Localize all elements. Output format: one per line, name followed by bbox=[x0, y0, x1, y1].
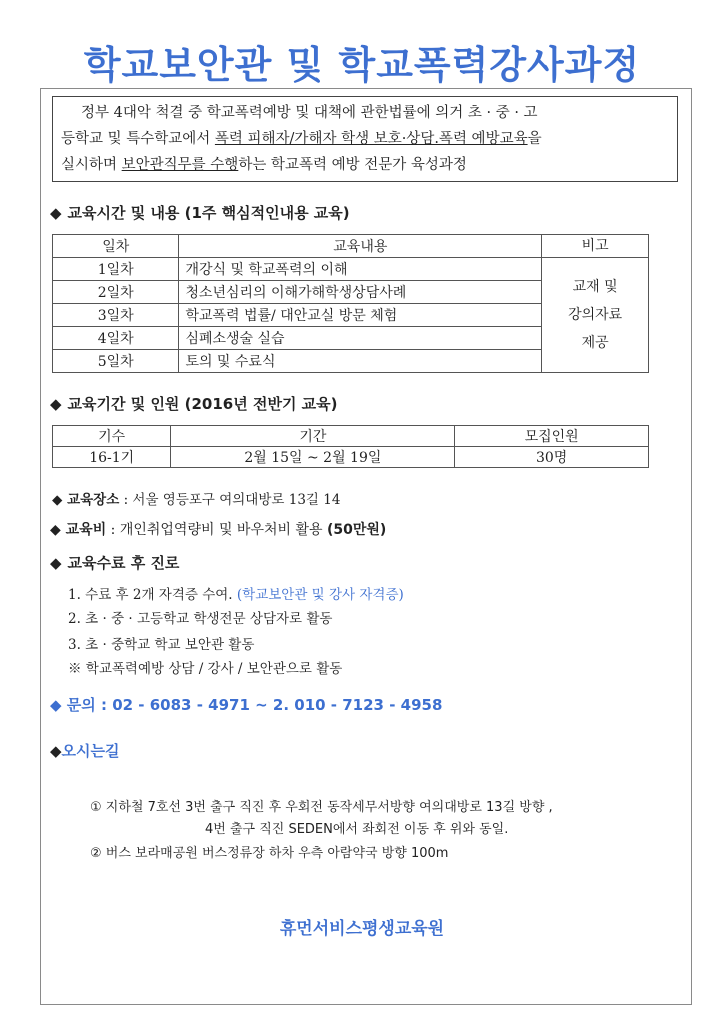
directions-heading-text: 오시는길 bbox=[61, 742, 120, 760]
career-note: ※ 학교폭력예방 상담 / 강사 / 보안관으로 활동 bbox=[68, 661, 343, 677]
contact-line bbox=[50, 694, 442, 715]
directions-item-1b: 4번 출구 직진 SEDEN에서 좌회전 이동 후 위와 동일. bbox=[205, 822, 509, 837]
directions-heading bbox=[50, 740, 120, 761]
fee-amount: (50만원) bbox=[326, 522, 387, 538]
location-line bbox=[52, 488, 340, 508]
row-content: 청소년심리의 이해가해학생상담사례 bbox=[179, 281, 542, 304]
header-capacity: 모집인원 bbox=[455, 426, 649, 447]
table-row bbox=[53, 447, 649, 468]
footer-organization: 휴먼서비스평생교육원 bbox=[279, 919, 445, 939]
intro-box bbox=[52, 96, 678, 182]
page-frame bbox=[40, 88, 692, 1005]
diamond-icon: ◆ bbox=[50, 204, 62, 222]
row-day: 3일차 bbox=[53, 304, 179, 327]
row-content: 개강식 및 학교폭력의 이해 bbox=[179, 258, 542, 281]
intro-line-2a: 등학교 및 특수학교에서 bbox=[61, 131, 215, 147]
note-line-2: 강의자료 bbox=[568, 307, 623, 323]
period-heading-text: 교육기간 및 인원 (2016년 전반기 교육) bbox=[67, 395, 338, 413]
location-value: : 서울 영등포구 여의대방로 13길 14 bbox=[123, 492, 341, 508]
diamond-icon: ◆ bbox=[50, 395, 62, 413]
career-heading-text: 교육수료 후 진로 bbox=[67, 554, 180, 572]
row-day: 1일차 bbox=[53, 258, 179, 281]
header-dates: 기간 bbox=[171, 426, 455, 447]
note-line-3: 제공 bbox=[581, 335, 609, 351]
header-content: 교육내용 bbox=[179, 235, 542, 258]
header-cohort: 기수 bbox=[53, 426, 171, 447]
directions-item-2: ② 버스 보라매공원 버스정류장 하차 우측 아람약국 방향 100m bbox=[90, 846, 449, 861]
schedule-heading bbox=[50, 202, 350, 223]
table-header-row bbox=[53, 235, 649, 258]
career-heading bbox=[50, 552, 179, 573]
header-day: 일차 bbox=[53, 235, 179, 258]
note-line-1: 교재 및 bbox=[572, 279, 618, 295]
intro-line-2-underlined: 폭력 피해자/가해자 학생 보호·상담.폭력 예방교육 bbox=[214, 131, 528, 147]
dates-value: 2월 15일 ~ 2월 19일 bbox=[171, 447, 455, 468]
diamond-icon: ◆ bbox=[50, 522, 66, 538]
career-item-1-text: 1. 수료 후 2개 자격증 수여. bbox=[68, 587, 237, 603]
career-item-1 bbox=[68, 583, 404, 603]
diamond-icon: ◆ bbox=[50, 554, 62, 572]
row-content: 심폐소생술 실습 bbox=[179, 327, 542, 350]
diamond-icon: ◆ bbox=[52, 492, 68, 508]
row-content: 토의 및 수료식 bbox=[179, 350, 542, 373]
row-day: 4일차 bbox=[53, 327, 179, 350]
intro-line-3a: 실시하며 bbox=[61, 157, 122, 173]
intro-line-3-underlined: 보안관직무를 수행 bbox=[121, 157, 239, 173]
row-day: 5일차 bbox=[53, 350, 179, 373]
note-cell bbox=[542, 258, 649, 373]
career-item-3: 3. 초 · 중학교 학교 보안관 활동 bbox=[68, 637, 255, 653]
career-item-2: 2. 초 · 중 · 고등학교 학생전문 상담자로 활동 bbox=[68, 611, 333, 627]
location-label: 교육장소 bbox=[67, 492, 120, 508]
header-note: 비고 bbox=[542, 235, 649, 258]
period-heading bbox=[50, 393, 338, 414]
period-table bbox=[52, 425, 649, 468]
diamond-icon: ◆ bbox=[50, 696, 67, 714]
intro-line-3b: 하는 학교폭력 예방 전문가 육성과정 bbox=[238, 157, 467, 173]
row-content: 학교폭력 법률/ 대안교실 방문 체험 bbox=[179, 304, 542, 327]
fee-value: : 개인취업역량비 및 바우처비 활용 bbox=[110, 522, 327, 538]
table-header-row bbox=[53, 426, 649, 447]
directions-item-1a: ① 지하철 7호선 3번 출구 직진 후 우회전 동작세무서방향 여의대방로 13길 방향 , bbox=[90, 800, 553, 815]
cohort-value: 16-1기 bbox=[53, 447, 171, 468]
intro-line-1: 정부 4대악 척결 중 학교폭력예방 및 대책에 관한법률에 의거 초 · 중 · 고 bbox=[81, 105, 538, 121]
page-title: 학교보안관 및 학교폭력강사과정 bbox=[83, 43, 641, 87]
career-item-1-note: (학교보안관 및 강사 자격증) bbox=[236, 587, 404, 603]
schedule-table bbox=[52, 234, 649, 373]
schedule-heading-text: 교육시간 및 내용 (1주 핵심적인내용 교육) bbox=[67, 204, 350, 222]
fee-line bbox=[50, 519, 386, 539]
row-day: 2일차 bbox=[53, 281, 179, 304]
fee-label: 교육비 bbox=[65, 522, 107, 538]
table-row bbox=[53, 258, 649, 281]
diamond-icon: ◆ bbox=[50, 742, 62, 760]
contact-text: 문의 : 02 - 6083 - 4971 ~ 2. 010 - 7123 - 4958 bbox=[66, 696, 443, 714]
intro-line-2b: 을 bbox=[527, 131, 542, 147]
capacity-value: 30명 bbox=[455, 447, 649, 468]
